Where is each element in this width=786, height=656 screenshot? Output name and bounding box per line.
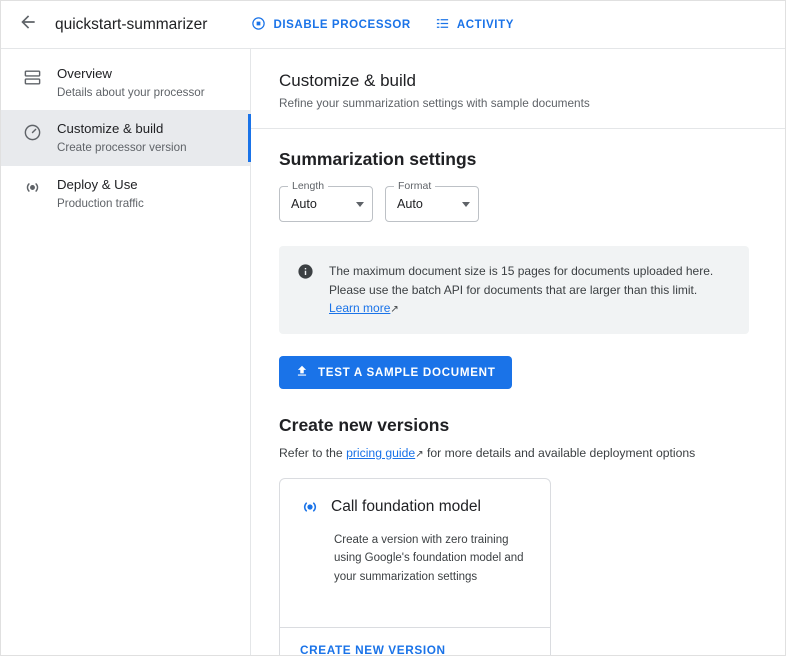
top-bar-actions	[251, 16, 514, 34]
pricing-guide-link[interactable]: pricing guide	[346, 445, 416, 460]
card-footer	[280, 627, 550, 656]
create-new-versions-sub	[279, 446, 757, 460]
page-title: quickstart-summarizer	[55, 15, 208, 33]
call-foundation-model-card[interactable]	[279, 478, 551, 656]
broadcast-icon	[21, 177, 43, 199]
overview-panels-icon	[21, 66, 43, 88]
create-new-version-button[interactable]: CREATE NEW VERSION	[300, 642, 446, 656]
learn-more-link[interactable]: Learn more	[329, 301, 391, 316]
test-sample-document-button[interactable]	[279, 356, 512, 389]
section-divider	[251, 128, 785, 129]
stop-circle-icon	[251, 16, 266, 34]
chevron-down-icon	[356, 202, 364, 207]
card-title: Call foundation model	[331, 497, 481, 515]
disable-processor-label: DISABLE PROCESSOR	[273, 18, 411, 31]
chevron-down-icon	[462, 202, 470, 207]
versions-sub-prefix: Refer to the	[279, 445, 347, 460]
tune-dial-icon	[21, 121, 43, 143]
length-select-value: Auto	[291, 197, 317, 211]
main-subheading: Refine your summarization settings with sample documents	[279, 96, 590, 110]
top-app-bar	[1, 1, 785, 49]
sidebar-item-overview-label: Overview	[57, 66, 112, 81]
versions-sub-suffix: for more details and available deployment options	[423, 445, 696, 460]
external-link-icon: ↗	[415, 448, 424, 460]
create-new-versions-heading: Create new versions	[279, 414, 450, 435]
sidebar-item-overview[interactable]	[1, 55, 250, 110]
sidebar-item-deploy-use-sub: Production traffic	[57, 196, 144, 210]
external-link-icon: ↗	[390, 304, 399, 316]
format-select-label: Format	[394, 180, 435, 192]
format-select-value: Auto	[397, 197, 423, 211]
broadcast-icon	[300, 497, 320, 517]
sidebar-item-customize-build-sub: Create processor version	[57, 141, 187, 155]
length-select-label: Length	[288, 180, 328, 192]
test-sample-document-label: TEST A SAMPLE DOCUMENT	[318, 365, 496, 379]
card-description: Create a version with zero training using Google's foundation model and your summarization settings	[334, 533, 524, 583]
info-banner-text: The maximum document size is 15 pages for documents uploaded here. Please use the batch API for documents that are larger than this limit.	[329, 264, 714, 297]
list-icon	[435, 16, 450, 34]
info-banner	[279, 246, 749, 334]
upload-icon	[295, 364, 309, 381]
sidebar-item-customize-build[interactable]	[1, 110, 250, 165]
sidebar-item-deploy-use[interactable]	[1, 166, 250, 221]
activity-label: ACTIVITY	[456, 18, 515, 31]
activity-button[interactable]	[435, 16, 514, 34]
arrow-left-icon	[18, 12, 38, 37]
sidebar	[1, 49, 251, 656]
body	[1, 49, 785, 656]
format-select[interactable]	[385, 180, 479, 222]
summarization-settings-heading: Summarization settings	[279, 149, 477, 169]
card-body	[280, 479, 550, 627]
card-header	[300, 497, 530, 517]
sidebar-item-customize-build-label: Customize & build	[57, 121, 164, 137]
sidebar-item-overview-sub: Details about your processor	[57, 85, 205, 99]
settings-fields	[279, 180, 757, 222]
length-select[interactable]	[279, 180, 373, 222]
back-button[interactable]	[11, 8, 45, 42]
main-heading: Customize & build	[279, 71, 417, 90]
disable-processor-button[interactable]	[251, 16, 410, 34]
main-content	[251, 49, 785, 656]
sidebar-item-deploy-use-label: Deploy & Use	[57, 176, 138, 192]
info-icon	[297, 263, 315, 318]
